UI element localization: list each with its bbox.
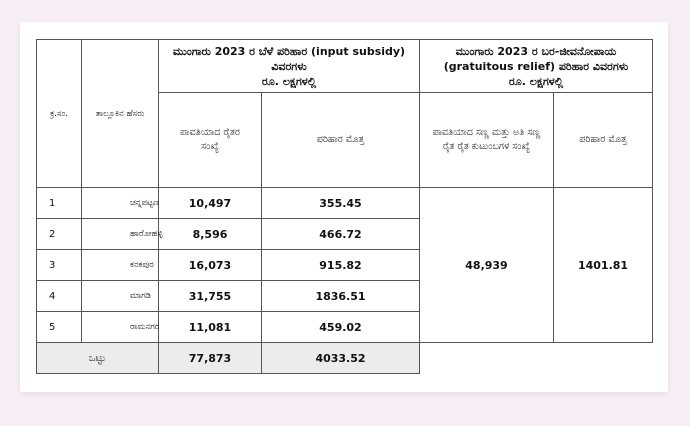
taluk-header: ತಾಲ್ಲೂಕಿನ ಹೆಸರು bbox=[82, 40, 159, 188]
eligible-farmers-header bbox=[159, 93, 262, 188]
input-subsidy-title-line3: ರೂ. ಲಕ್ಷಗಳಲ್ಲಿ bbox=[261, 74, 317, 88]
row-amount: 459.02 bbox=[262, 312, 420, 343]
row-farmers: 10,497 bbox=[159, 188, 262, 219]
row-farmers: 16,073 bbox=[159, 250, 262, 281]
row-farmers: 31,755 bbox=[159, 281, 262, 312]
row-sno: 2 bbox=[37, 219, 82, 250]
relief-amount-2-header: ಪರಿಹಾರ ಮೊತ್ತ bbox=[554, 93, 653, 188]
row-amount: 355.45 bbox=[262, 188, 420, 219]
input-subsidy-title-line1: ಮುಂಗಾರು 2023 ರ ಬೆಳೆ ಪರಿಹಾರ (input subsidy) bbox=[172, 44, 406, 58]
row-amount: 466.72 bbox=[262, 219, 420, 250]
total-amount: 4033.52 bbox=[262, 343, 420, 374]
total-row bbox=[37, 343, 653, 374]
eligible-farmers-line2: ಸಂಖ್ಯೆ bbox=[201, 141, 219, 152]
input-subsidy-header bbox=[159, 40, 420, 93]
row-taluk: ಮಾಗಡಿ bbox=[82, 281, 159, 312]
gratuitous-title-line3: ರೂ. ಲಕ್ಷಗಳಲ್ಲಿ bbox=[508, 74, 564, 88]
sno-header: ಕ್ರ.ಸಂ. bbox=[37, 40, 82, 188]
small-farmers-header bbox=[420, 93, 554, 188]
total-label: ಒಟ್ಟು bbox=[37, 343, 159, 374]
row-taluk: ರಾಮನಗರ bbox=[82, 312, 159, 343]
small-farmers-line1: ಪಾವತಿಯಾದ ಸಣ್ಣ ಮತ್ತು ಅತಿ ಸಣ್ಣ bbox=[432, 127, 541, 138]
gratuitous-amount: 1401.81 bbox=[554, 188, 653, 343]
gratuitous-title-line2: (gratuitous relief) ಪರಿಹಾರ ವಿವರಗಳು bbox=[443, 59, 629, 73]
total-farmers: 77,873 bbox=[159, 343, 262, 374]
row-sno: 3 bbox=[37, 250, 82, 281]
eligible-farmers-line1: ಪಾವತಿಯಾದ ರೈತರ bbox=[180, 127, 240, 138]
table-row bbox=[37, 188, 653, 219]
row-amount: 915.82 bbox=[262, 250, 420, 281]
row-farmers: 11,081 bbox=[159, 312, 262, 343]
gratuitous-relief-header bbox=[420, 40, 653, 93]
gratuitous-families: 48,939 bbox=[420, 188, 554, 343]
row-farmers: 8,596 bbox=[159, 219, 262, 250]
relief-table bbox=[36, 39, 653, 374]
small-farmers-line2: ರೈತ ರೈತ ಕುಟುಂಬಗಳ ಸಂಖ್ಯೆ bbox=[442, 141, 531, 152]
gratuitous-title-line1: ಮುಂಗಾರು 2023 ರ ಬರ-ಜೀವನೋಪಾಯ bbox=[455, 44, 617, 58]
header-row-1 bbox=[37, 40, 653, 93]
input-subsidy-title-line2: ವಿವರಗಳು bbox=[271, 59, 307, 73]
row-sno: 1 bbox=[37, 188, 82, 219]
row-amount: 1836.51 bbox=[262, 281, 420, 312]
row-sno: 4 bbox=[37, 281, 82, 312]
relief-amount-header: ಪರಿಹಾರ ಮೊತ್ತ bbox=[262, 93, 420, 188]
row-taluk: ಕನಕಪುರ bbox=[82, 250, 159, 281]
row-taluk: ಚನ್ನಪಟ್ಟಣ bbox=[82, 188, 159, 219]
row-sno: 5 bbox=[37, 312, 82, 343]
document-card bbox=[20, 22, 668, 392]
row-taluk: ಹಾರೋಹಳ್ಳಿ bbox=[82, 219, 159, 250]
